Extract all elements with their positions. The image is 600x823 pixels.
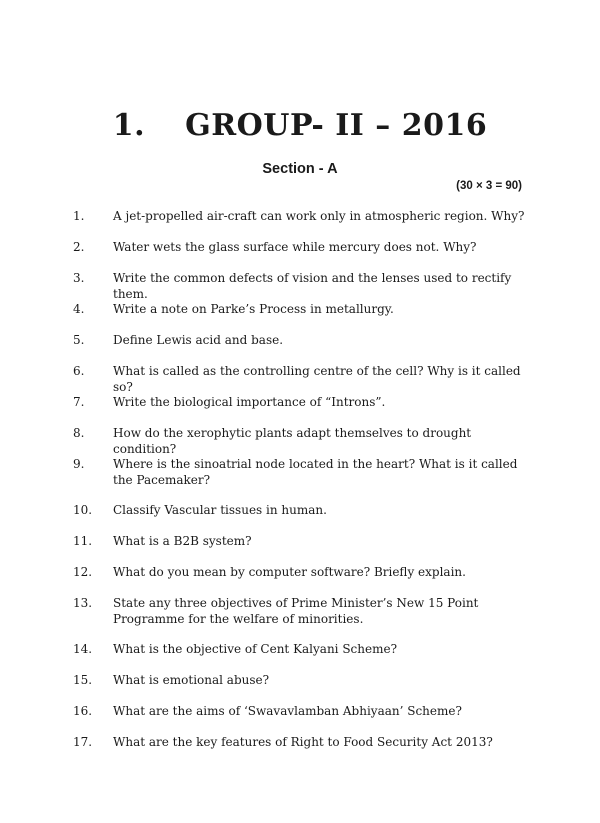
question-number: 10. bbox=[73, 503, 93, 517]
question-text: Write the common defects of vision and the lenses used to rectify them. bbox=[113, 271, 512, 301]
question-text: What are the aims of ‘Swavavlamban Abhiyaan’ Scheme? bbox=[113, 704, 462, 718]
question-text: Where is the sinoatrial node located in the heart? What is it called the Pacemaker? bbox=[113, 457, 518, 487]
page-title bbox=[0, 108, 600, 143]
question-number: 11. bbox=[73, 534, 93, 548]
question-text: Write the biological importance of “Introns”. bbox=[113, 395, 386, 409]
question-number: 16. bbox=[73, 704, 93, 718]
question-number: 3. bbox=[73, 271, 85, 285]
question-text: State any three objectives of Prime Minister’s New 15 Point Programme for the welfare of minorities. bbox=[113, 596, 479, 626]
chapter-title: GROUP- II – 2016 bbox=[185, 108, 488, 143]
question-number: 7. bbox=[73, 395, 85, 409]
question-text: What is called as the controlling centre of the cell? Why is it called so? bbox=[113, 364, 521, 394]
question-number: 12. bbox=[73, 565, 93, 579]
question-number: 4. bbox=[73, 302, 85, 316]
question-text: Water wets the glass surface while mercury does not. Why? bbox=[113, 240, 477, 254]
question-number: 14. bbox=[73, 642, 93, 656]
question-number: 1. bbox=[73, 209, 85, 223]
question-text: What is emotional abuse? bbox=[113, 673, 270, 687]
question-number: 9. bbox=[73, 457, 85, 471]
question-number: 8. bbox=[73, 426, 85, 440]
marks-scheme: (30 × 3 = 90) bbox=[456, 180, 522, 192]
question-number: 6. bbox=[73, 364, 85, 378]
question-text: Classify Vascular tissues in human. bbox=[113, 503, 327, 517]
question-number: 15. bbox=[73, 673, 93, 687]
question-text: What is the objective of Cent Kalyani Scheme? bbox=[113, 642, 398, 656]
question-number: 17. bbox=[73, 735, 93, 749]
question-number: 5. bbox=[73, 333, 85, 347]
question-text: Write a note on Parke’s Process in metallurgy. bbox=[113, 302, 394, 316]
section-heading: Section - A bbox=[262, 161, 338, 177]
question-text: Define Lewis acid and base. bbox=[113, 333, 284, 347]
question-text: How do the xerophytic plants adapt themselves to drought condition? bbox=[113, 426, 472, 456]
chapter-number: 1. bbox=[112, 108, 146, 143]
question-text: What is a B2B system? bbox=[113, 534, 252, 548]
question-number: 2. bbox=[73, 240, 85, 254]
question-number: 13. bbox=[73, 596, 93, 610]
question-text: A jet-propelled air-craft can work only in atmospheric region. Why? bbox=[113, 209, 525, 223]
question-text: What do you mean by computer software? Briefly explain. bbox=[113, 565, 466, 579]
question-text: What are the key features of Right to Food Security Act 2013? bbox=[113, 735, 493, 749]
